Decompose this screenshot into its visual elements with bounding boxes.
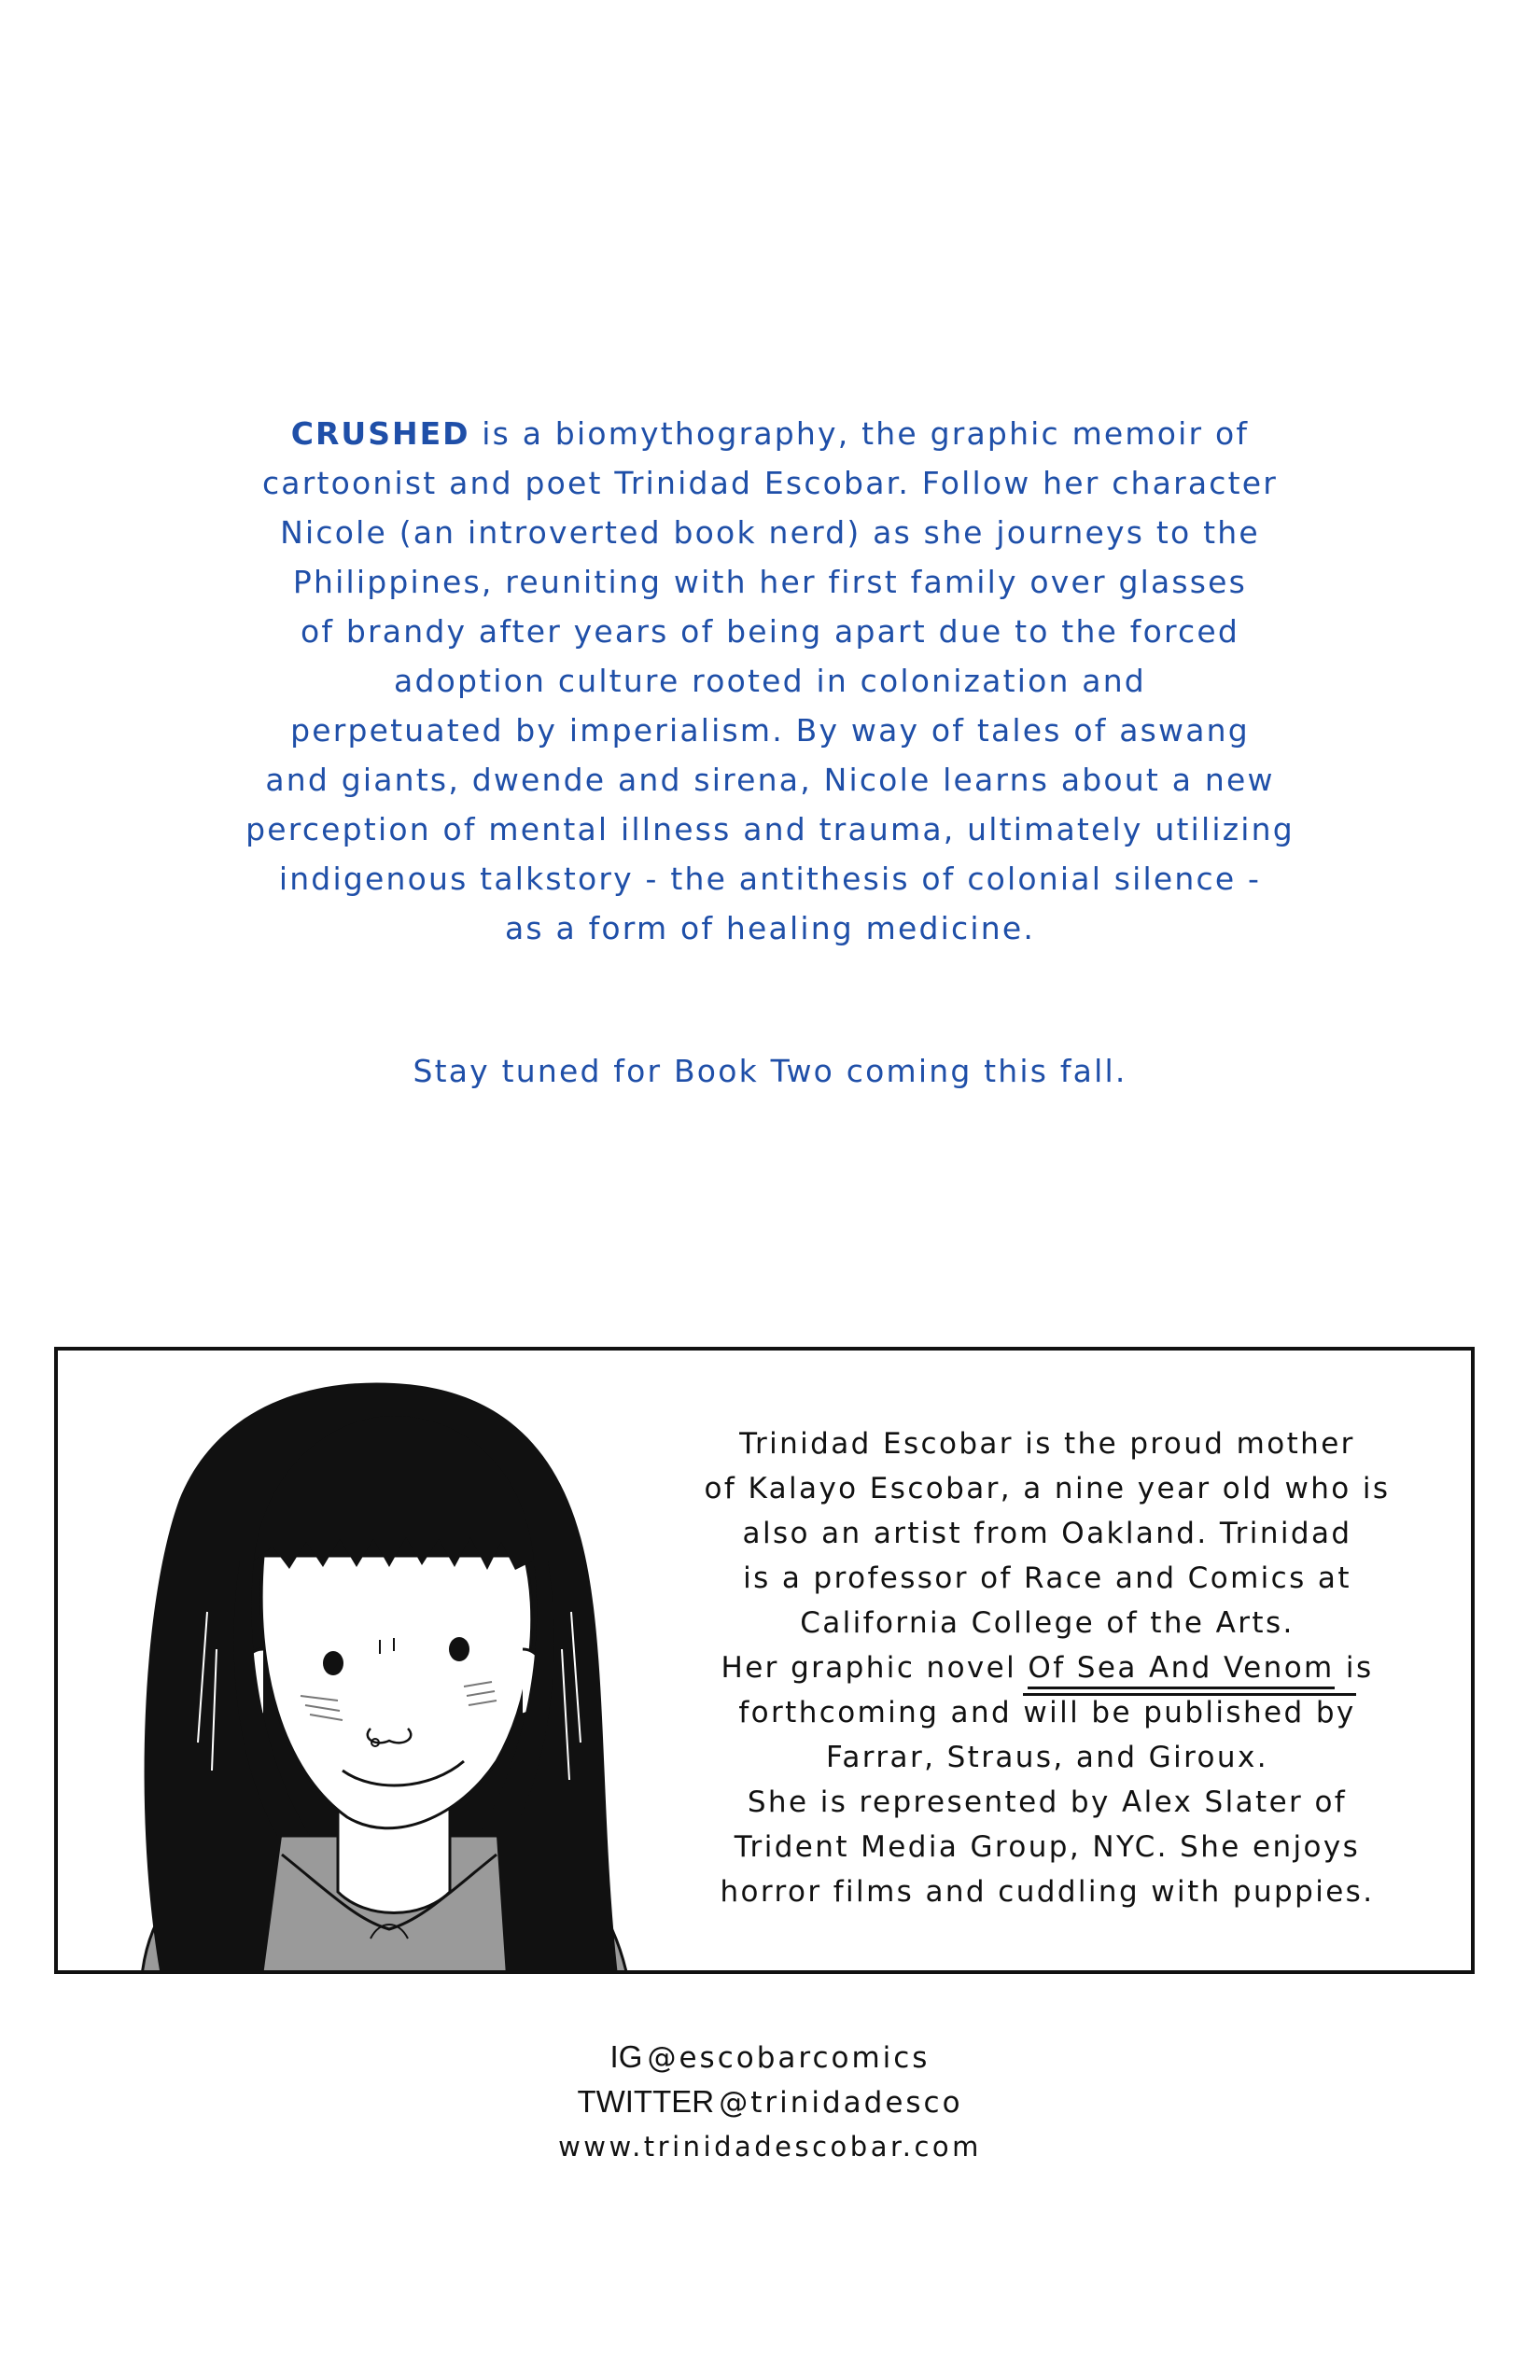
twitter-row xyxy=(467,2079,1073,2124)
bio-line: horror films and cuddling with puppies. xyxy=(720,1875,1375,1909)
book-title: CRUSHED xyxy=(290,415,470,452)
description-line: adoption culture rooted in colonization and xyxy=(394,663,1146,699)
description-line-1: CRUSHED is a biomythography, the graphic memoir of xyxy=(290,415,1250,452)
publication-note: will be published by xyxy=(1023,1693,1355,1729)
stay-tuned-note: Stay tuned for Book Two coming this fall. xyxy=(413,1053,1127,1089)
instagram-row xyxy=(467,2035,1073,2079)
instagram-label: IG xyxy=(609,2039,643,2074)
description-line: Philippines, reuniting with her first family over glasses xyxy=(292,564,1248,600)
description-line: of brandy after years of being apart due to the forced xyxy=(301,613,1239,650)
novel-title: Of Sea And Venom xyxy=(1028,1651,1334,1689)
description-line: as a form of healing medicine. xyxy=(504,910,1036,946)
bio-line: of Kalayo Escobar, a nine year old who is xyxy=(704,1472,1391,1505)
bio-line-novel: Her graphic novel Of Sea And Venom is xyxy=(655,1645,1439,1690)
bio-line: California College of the Arts. xyxy=(800,1606,1295,1640)
description-line: and giants, dwende and sirena, Nicole learns about a new xyxy=(265,762,1275,798)
description-line: indigenous talkstory - the antithesis of colonial silence - xyxy=(278,861,1262,897)
bio-line: She is represented by Alex Slater of xyxy=(747,1785,1348,1819)
description-line: perpetuated by imperialism. By way of tales of aswang xyxy=(290,712,1250,749)
bio-line: Trinidad Escobar is the proud mother xyxy=(739,1427,1355,1461)
contact-info xyxy=(467,2035,1073,2169)
description-line: Nicole (an introverted book nerd) as she journeys to the xyxy=(280,514,1260,551)
bio-line: Trident Media Group, NYC. She enjoys xyxy=(734,1830,1361,1864)
description-line: perception of mental illness and trauma, ultimately utilizing xyxy=(245,811,1295,847)
description-line: cartoonist and poet Trinidad Escobar. Follow her character xyxy=(261,465,1279,501)
book-description xyxy=(159,409,1381,953)
bio-line: is a professor of Race and Comics at xyxy=(743,1561,1351,1595)
author-bio-panel xyxy=(54,1347,1475,1974)
author-bio xyxy=(655,1421,1439,1914)
author-portrait xyxy=(123,1369,655,1974)
instagram-handle[interactable]: @escobarcomics xyxy=(647,2041,931,2075)
bio-line-forthcoming: forthcoming and will be published by xyxy=(655,1690,1439,1735)
twitter-label: TWITTER xyxy=(577,2084,715,2119)
website-link[interactable]: www.trinidadescobar.com xyxy=(558,2131,982,2163)
bio-line: also an artist from Oakland. Trinidad xyxy=(742,1517,1352,1550)
twitter-handle[interactable]: @trinidadesco xyxy=(719,2086,963,2120)
bio-line: Farrar, Straus, and Giroux. xyxy=(826,1741,1268,1774)
